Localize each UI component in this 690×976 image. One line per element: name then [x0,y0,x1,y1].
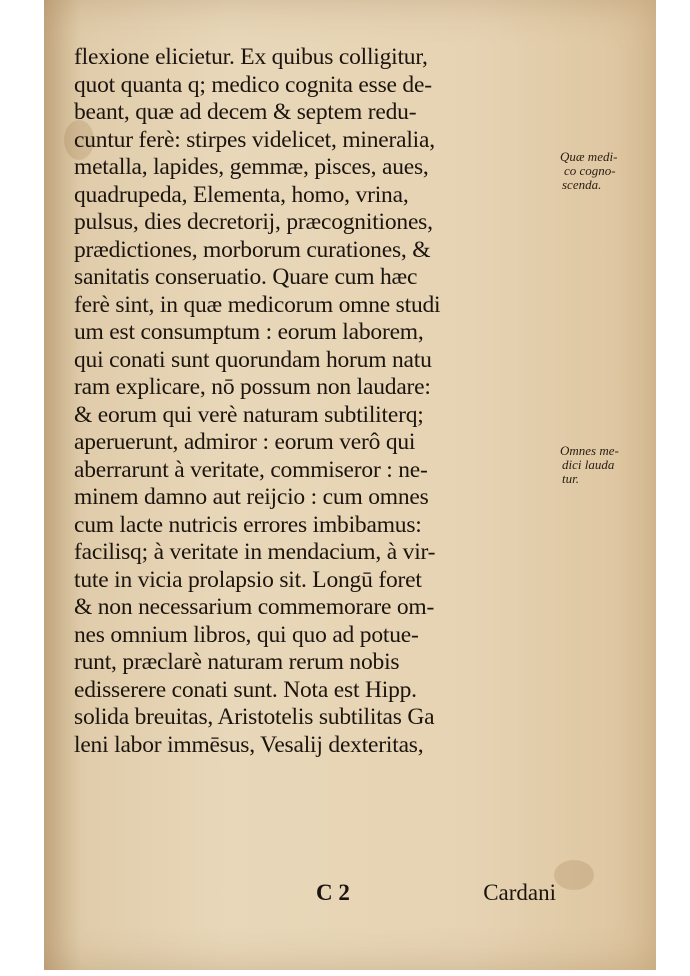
text-line: ram explicare, nō possum non laudare: [74,374,431,400]
marginal-note-line: dici lauda [562,457,615,472]
marginal-note-line: co cogno- [564,163,616,178]
text-line: cum lacte nutricis errores imbibamus: [74,511,422,538]
catchword: Cardani [483,880,556,905]
text-line: aberrarunt à veritate, commiseror : ne- [74,456,428,483]
text-line: cuntur ferè: stirpes videlicet, mineralia, [74,126,435,153]
text-line: flexione elicietur. Ex quibus colligitur, [74,44,428,70]
left-margin-blank [0,0,44,976]
text-line: ferè sint, in quæ medicorum omne studi [74,291,441,318]
marginal-note-line: Quæ medi- [560,149,618,164]
marginal-note-line: scenda. [562,177,602,192]
text-line: quot quanta q; medico cognita esse de- [74,71,432,98]
text-line: quadrupeda, Elementa, homo, vrina, [74,181,409,208]
text-line: tute in vicia prolapsio sit. Longū foret [74,566,422,593]
signature-mark: C 2 [316,880,350,905]
text-line: prædictiones, morborum curationes, & [74,236,431,263]
text-line: aperuerunt, admiror : eorum verô qui [74,429,416,455]
text-line: beant, quæ ad decem & septem redu- [74,99,417,125]
text-line: metalla, lapides, gemmæ, pisces, aues, [74,154,429,180]
body-text [74,44,564,759]
right-margin-blank [656,0,690,976]
page-footer [74,880,564,910]
text-line: um est consumptum : eorum laborem, [74,319,424,345]
text-line: runt, præclarè naturam rerum nobis [74,649,400,675]
text-line: & eorum qui verè naturam subtiliterq; [74,401,424,428]
marginal-note [560,150,617,192]
text-line: facilisq; à veritate in mendacium, à vir- [74,539,436,565]
text-line: solida breuitas, Aristotelis subtilitas Ga [74,704,435,730]
text-line: pulsus, dies decretorij, præcognitiones, [74,209,433,235]
text-line: minem damno aut reijcio : cum omnes [74,484,429,510]
text-line: edisserere conati sunt. Nota est Hipp. [74,676,417,703]
marginal-note-line: Omnes me- [560,443,619,458]
marginal-note [560,444,619,486]
text-line: sanitatis conseruatio. Quare cum hæc [74,264,418,290]
text-line: leni labor immēsus, Vesalij dexteritas, [74,731,424,758]
text-line: & non necessarium commemorare om- [74,594,435,620]
text-line: qui conati sunt quorundam horum natu [74,346,432,373]
text-line: nes omnium libros, qui quo ad potue- [74,621,419,648]
marginal-note-line: tur. [562,471,579,486]
